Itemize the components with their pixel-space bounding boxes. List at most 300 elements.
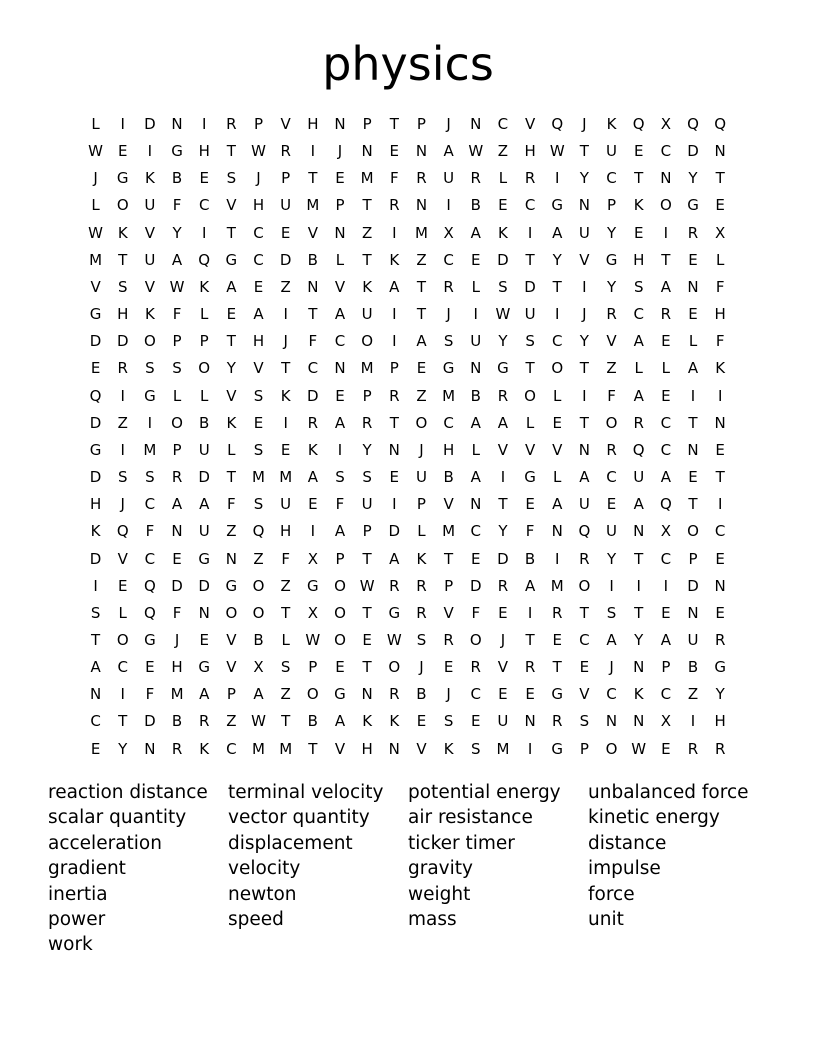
grid-letter: M <box>360 169 374 188</box>
grid-letter: S <box>606 603 617 622</box>
word-list-item: impulse <box>588 858 661 880</box>
grid-row <box>82 165 734 192</box>
grid-letter: P <box>362 115 372 133</box>
grid-letter: D <box>89 549 102 568</box>
grid-letter: T <box>362 603 372 622</box>
grid-letter: Y <box>118 739 128 758</box>
grid-row <box>82 220 734 247</box>
grid-letter: R <box>497 576 509 595</box>
grid-letter: E <box>498 685 508 704</box>
grid-letter: M <box>442 522 456 541</box>
grid-letter: T <box>281 712 291 731</box>
grid-letter: J <box>120 495 125 514</box>
grid-letter: Z <box>497 142 509 161</box>
grid-letter: T <box>281 359 291 378</box>
grid-letter: I <box>473 305 478 324</box>
grid-letter: H <box>307 115 319 133</box>
grid-letter: I <box>446 196 451 215</box>
grid-letter: H <box>198 142 210 161</box>
grid-letter: T <box>308 305 318 324</box>
grid-letter: O <box>605 739 618 758</box>
grid-letter: L <box>525 413 535 432</box>
grid-letter: Q <box>116 522 129 541</box>
grid-letter: A <box>171 495 183 514</box>
grid-letter: H <box>633 250 645 269</box>
grid-letter: G <box>551 739 564 758</box>
grid-letter: S <box>226 169 237 188</box>
grid-row <box>82 546 734 573</box>
grid-letter: A <box>389 549 400 568</box>
grid-letter: T <box>308 739 318 758</box>
grid-letter: C <box>117 658 128 677</box>
grid-letter: O <box>687 522 699 541</box>
grid-letter: U <box>144 196 156 215</box>
grid-row <box>82 138 734 165</box>
grid-letter: D <box>171 576 183 595</box>
grid-letter: T <box>688 413 698 432</box>
grid-letter: C <box>253 223 264 242</box>
grid-letter: U <box>578 223 590 242</box>
grid-letter: Y <box>634 630 644 649</box>
grid-letter: I <box>392 305 397 324</box>
grid-letter: L <box>227 440 236 459</box>
grid-letter: U <box>470 332 482 351</box>
grid-letter: B <box>171 712 183 731</box>
grid-letter: D <box>89 332 102 351</box>
grid-letter: G <box>442 359 455 378</box>
grid-letter: G <box>524 468 536 487</box>
grid-letter: A <box>253 685 264 704</box>
grid-letter: A <box>633 495 644 514</box>
grid-letter: Q <box>143 603 156 622</box>
grid-letter: N <box>633 712 645 731</box>
grid-letter: P <box>199 332 209 351</box>
grid-letter: Z <box>606 359 617 378</box>
grid-letter: N <box>198 603 210 622</box>
grid-letter: U <box>606 142 618 161</box>
grid-letter: N <box>89 685 102 704</box>
grid-letter: A <box>660 630 671 649</box>
grid-letter: K <box>362 277 373 296</box>
grid-letter: W <box>251 712 266 731</box>
grid-row <box>82 301 734 328</box>
grid-letter: I <box>636 576 641 595</box>
grid-letter: E <box>471 549 481 568</box>
grid-letter: C <box>253 250 264 269</box>
grid-letter: H <box>117 305 129 324</box>
grid-letter: L <box>91 196 100 215</box>
grid-letter: O <box>225 603 238 622</box>
grid-letter: T <box>118 250 128 269</box>
grid-letter: Y <box>362 440 372 459</box>
grid-letter: G <box>198 549 211 568</box>
grid-letter: T <box>715 169 725 188</box>
grid-letter: K <box>606 115 617 133</box>
grid-letter: N <box>415 142 428 161</box>
grid-letter: R <box>117 359 128 378</box>
grid-letter: E <box>443 658 454 677</box>
grid-letter: Q <box>578 522 591 541</box>
grid-letter: N <box>714 576 726 595</box>
grid-letter: E <box>172 549 182 568</box>
word-list-item: air resistance <box>408 807 533 829</box>
grid-letter: L <box>200 305 209 324</box>
grid-letter: I <box>147 142 153 161</box>
grid-letter: Y <box>498 522 508 541</box>
grid-letter: K <box>280 386 291 405</box>
grid-letter: W <box>495 305 511 324</box>
grid-letter: T <box>281 603 291 622</box>
grid-letter: M <box>414 223 428 242</box>
grid-row <box>82 274 734 301</box>
grid-letter: N <box>714 413 726 432</box>
grid-letter: K <box>199 277 210 296</box>
grid-letter: R <box>579 549 590 568</box>
grid-letter: P <box>579 739 589 758</box>
grid-letter: E <box>579 658 590 677</box>
grid-row <box>82 355 734 382</box>
grid-letter: P <box>416 495 426 514</box>
grid-letter: T <box>389 115 399 133</box>
grid-letter: L <box>498 169 508 188</box>
grid-letter: M <box>89 250 103 269</box>
grid-letter: G <box>714 658 726 677</box>
word-list-item: newton <box>228 883 297 905</box>
grid-letter: S <box>253 495 264 514</box>
grid-letter: U <box>524 305 536 324</box>
grid-letter: N <box>361 142 373 161</box>
grid-letter: E <box>117 142 128 161</box>
grid-letter: A <box>606 630 617 649</box>
grid-letter: S <box>145 468 155 487</box>
grid-letter: X <box>660 115 671 133</box>
grid-letter: T <box>525 250 535 269</box>
grid-letter: N <box>225 549 237 568</box>
grid-letter: E <box>226 305 237 324</box>
grid-letter: O <box>551 359 564 378</box>
grid-letter: S <box>145 359 155 378</box>
grid-letter: S <box>335 468 345 487</box>
grid-letter: E <box>253 413 264 432</box>
grid-letter: G <box>551 685 564 704</box>
grid-letter: Y <box>552 250 562 269</box>
grid-letter: P <box>335 196 345 215</box>
grid-letter: I <box>527 603 533 622</box>
grid-row <box>82 383 734 410</box>
grid-letter: Q <box>143 576 156 595</box>
grid-letter: G <box>198 658 211 677</box>
grid-letter: O <box>334 630 346 649</box>
grid-letter: K <box>199 739 210 758</box>
grid-letter: Z <box>362 223 373 242</box>
grid-letter: V <box>524 115 536 133</box>
grid-letter: E <box>525 685 535 704</box>
grid-letter: P <box>688 549 698 568</box>
grid-letter: L <box>281 630 290 649</box>
grid-letter: E <box>389 468 400 487</box>
grid-letter: O <box>469 630 482 649</box>
grid-letter: F <box>227 495 236 514</box>
grid-letter: W <box>251 142 266 161</box>
grid-letter: N <box>171 522 183 541</box>
grid-letter: B <box>307 712 318 731</box>
grid-letter: A <box>226 277 237 296</box>
grid-letter: Z <box>687 685 699 704</box>
grid-row <box>82 600 734 627</box>
grid-letter: T <box>579 359 589 378</box>
grid-letter: T <box>444 549 454 568</box>
grid-letter: K <box>389 712 400 731</box>
grid-letter: E <box>416 712 427 731</box>
grid-letter: D <box>89 468 102 487</box>
grid-letter: W <box>88 223 103 242</box>
grid-letter: G <box>89 440 102 459</box>
grid-letter: D <box>198 468 210 487</box>
grid-letter: F <box>715 277 725 296</box>
grid-letter: R <box>171 739 183 758</box>
grid-letter: L <box>118 603 127 622</box>
grid-letter: Q <box>659 495 672 514</box>
grid-letter: E <box>416 359 427 378</box>
grid-letter: Z <box>117 413 128 432</box>
grid-letter: V <box>253 359 264 378</box>
grid-letter: F <box>715 332 725 351</box>
grid-letter: C <box>579 630 590 649</box>
grid-letter: U <box>144 250 156 269</box>
grid-letter: N <box>714 142 726 161</box>
grid-row <box>82 654 734 681</box>
grid-letter: M <box>279 468 293 487</box>
grid-letter: O <box>334 576 346 595</box>
grid-letter: B <box>307 250 318 269</box>
grid-letter: U <box>606 522 618 541</box>
grid-letter: Q <box>252 522 265 541</box>
grid-letter: E <box>525 495 535 514</box>
grid-letter: S <box>471 739 481 758</box>
grid-letter: N <box>633 658 645 677</box>
grid-letter: D <box>388 522 401 541</box>
grid-letter: E <box>715 549 725 568</box>
grid-letter: B <box>253 630 264 649</box>
grid-letter: V <box>524 440 536 459</box>
grid-letter: W <box>631 739 647 758</box>
grid-letter: T <box>226 223 236 242</box>
grid-letter: A <box>443 142 454 161</box>
grid-letter: I <box>147 413 153 432</box>
grid-letter: C <box>660 413 672 432</box>
grid-letter: U <box>633 468 645 487</box>
grid-letter: T <box>525 359 535 378</box>
grid-letter: I <box>690 386 696 405</box>
grid-letter: F <box>525 522 535 541</box>
grid-letter: D <box>497 250 509 269</box>
grid-letter: P <box>281 169 291 188</box>
grid-letter: W <box>305 630 321 649</box>
grid-row <box>82 328 734 355</box>
grid-letter: Q <box>89 386 102 405</box>
grid-letter: O <box>306 685 319 704</box>
grid-letter: O <box>415 413 428 432</box>
grid-letter: W <box>386 630 402 649</box>
grid-letter: V <box>579 685 590 704</box>
grid-letter: E <box>253 277 264 296</box>
grid-row <box>82 627 734 654</box>
grid-letter: S <box>253 386 264 405</box>
grid-letter: N <box>687 277 699 296</box>
grid-letter: R <box>416 576 427 595</box>
grid-letter: N <box>660 169 672 188</box>
grid-letter: L <box>200 386 209 405</box>
grid-letter: X <box>253 658 264 677</box>
grid-letter: T <box>416 305 427 324</box>
grid-letter: C <box>470 522 481 541</box>
grid-letter: A <box>660 468 671 487</box>
grid-letter: N <box>307 277 319 296</box>
grid-letter: C <box>90 712 101 731</box>
grid-letter: S <box>416 630 427 649</box>
grid-letter: R <box>524 658 536 677</box>
grid-letter: F <box>471 603 481 622</box>
grid-letter: J <box>93 169 98 188</box>
grid-letter: K <box>633 196 644 215</box>
grid-letter: Q <box>714 115 727 133</box>
grid-letter: H <box>524 142 536 161</box>
grid-letter: R <box>714 739 726 758</box>
grid-letter: C <box>714 522 726 541</box>
grid-letter: Z <box>253 549 264 568</box>
grid-letter: K <box>307 440 318 459</box>
grid-letter: H <box>714 712 726 731</box>
grid-letter: H <box>252 196 265 215</box>
grid-letter: E <box>552 413 562 432</box>
grid-letter: R <box>714 630 726 649</box>
grid-letter: G <box>225 250 238 269</box>
grid-letter: I <box>527 223 533 242</box>
grid-letter: R <box>606 440 617 459</box>
grid-letter: N <box>144 739 156 758</box>
grid-letter: R <box>280 142 291 161</box>
grid-letter: K <box>117 223 128 242</box>
grid-letter: S <box>280 658 291 677</box>
grid-letter: P <box>172 332 182 351</box>
grid-letter: E <box>335 658 345 677</box>
grid-letter: T <box>634 549 644 568</box>
grid-letter: O <box>252 576 265 595</box>
grid-letter: B <box>416 685 427 704</box>
page-title: physics <box>322 37 494 91</box>
grid-letter: T <box>362 196 372 215</box>
grid-letter: D <box>687 142 699 161</box>
grid-letter: W <box>169 277 185 296</box>
grid-letter: Q <box>551 115 564 133</box>
grid-letter: T <box>579 603 589 622</box>
word-list-item: unbalanced force <box>588 782 749 803</box>
grid-letter: G <box>89 305 102 324</box>
grid-letter: R <box>552 712 563 731</box>
grid-letter: O <box>659 196 672 215</box>
grid-letter: E <box>688 305 698 324</box>
grid-letter: N <box>687 603 699 622</box>
word-list-item: speed <box>228 908 284 930</box>
letter-grid <box>82 111 734 763</box>
word-list-item: reaction distance <box>48 782 208 803</box>
grid-letter: R <box>687 739 699 758</box>
grid-letter: N <box>578 440 590 459</box>
grid-letter: U <box>198 522 210 541</box>
grid-letter: E <box>90 359 101 378</box>
word-list-item: work <box>48 934 93 956</box>
grid-letter: K <box>443 739 454 758</box>
grid-letter: G <box>116 169 129 188</box>
grid-letter: N <box>470 495 482 514</box>
grid-letter: C <box>334 332 346 351</box>
grid-letter: E <box>280 223 291 242</box>
grid-letter: S <box>117 277 128 296</box>
grid-letter: E <box>715 603 725 622</box>
grid-letter: I <box>555 305 560 324</box>
grid-letter: D <box>144 712 156 731</box>
grid-letter: P <box>362 386 372 405</box>
grid-letter: V <box>334 277 346 296</box>
grid-letter: J <box>337 142 343 161</box>
grid-letter: A <box>633 332 644 351</box>
grid-letter: I <box>120 386 125 405</box>
grid-letter: R <box>389 685 400 704</box>
grid-letter: P <box>661 658 671 677</box>
grid-letter: I <box>582 277 587 296</box>
grid-letter: E <box>90 739 101 758</box>
grid-letter: D <box>307 386 319 405</box>
grid-letter: O <box>388 658 401 677</box>
grid-letter: Y <box>172 223 182 242</box>
grid-letter: M <box>550 576 564 595</box>
grid-letter: M <box>496 739 510 758</box>
grid-letter: W <box>359 576 375 595</box>
grid-letter: V <box>443 603 454 622</box>
grid-letter: O <box>605 413 618 432</box>
grid-letter: S <box>498 277 508 296</box>
grid-letter: E <box>661 603 671 622</box>
grid-letter: G <box>144 386 156 405</box>
grid-letter: A <box>416 332 427 351</box>
word-list-item: distance <box>588 832 667 854</box>
grid-letter: C <box>497 115 509 133</box>
grid-letter: J <box>446 115 451 133</box>
grid-letter: H <box>252 332 265 351</box>
grid-letter: U <box>280 196 292 215</box>
grid-letter: A <box>470 468 481 487</box>
grid-letter: L <box>661 359 671 378</box>
grid-letter: G <box>171 142 183 161</box>
grid-letter: C <box>551 332 563 351</box>
grid-letter: S <box>253 440 264 459</box>
grid-letter: A <box>389 277 400 296</box>
word-list-item: scalar quantity <box>48 807 187 829</box>
grid-letter: S <box>172 359 182 378</box>
grid-letter: T <box>308 169 318 188</box>
grid-letter: Y <box>498 332 508 351</box>
grid-letter: H <box>89 495 102 514</box>
grid-letter: L <box>335 250 345 269</box>
grid-letter: B <box>470 386 481 405</box>
grid-letter: R <box>389 576 400 595</box>
grid-letter: K <box>226 413 237 432</box>
grid-letter: C <box>633 305 644 324</box>
grid-letter: X <box>307 603 318 622</box>
grid-letter: K <box>715 359 726 378</box>
grid-letter: E <box>661 386 671 405</box>
grid-letter: C <box>606 468 617 487</box>
